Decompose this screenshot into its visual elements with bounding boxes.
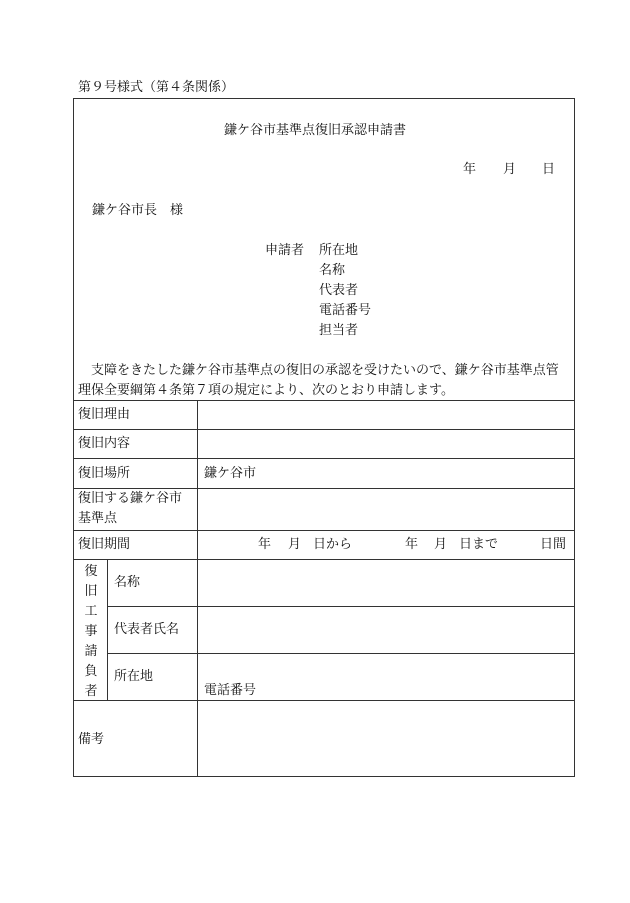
restoration-location-value: 鎌ケ谷市 xyxy=(204,466,257,481)
period-end-year: 年 xyxy=(405,537,419,552)
period-start-day-from: 日から xyxy=(313,537,353,552)
row-line xyxy=(73,458,575,459)
document-title: 鎌ケ谷市基準点復旧承認申請書 xyxy=(223,123,406,138)
date-day-label: 日 xyxy=(542,162,556,177)
contractor-vertical-char: 事 xyxy=(84,624,98,639)
row-line xyxy=(73,429,575,430)
period-start-year: 年 xyxy=(258,537,272,552)
form-number: 第９号様式（第４条関係） xyxy=(78,80,235,95)
applicant-address-label: 所在地 xyxy=(319,243,359,258)
applicant-contact-person-label: 担当者 xyxy=(319,323,359,338)
period-start-month: 月 xyxy=(288,537,302,552)
row-line xyxy=(107,606,575,607)
statement-line-1: 支障をきたした鎌ケ谷市基準点の復旧の承認を受けたいので、鎌ケ谷市基準点管 xyxy=(91,363,559,378)
contractor-vertical-char: 工 xyxy=(84,604,98,619)
restoration-target-label-line-1: 復旧する鎌ケ谷市 xyxy=(78,491,183,506)
row-line xyxy=(73,530,575,531)
restoration-reason-label: 復旧理由 xyxy=(78,407,131,422)
application-statement xyxy=(78,361,574,401)
contractor-vertical-char: 復 xyxy=(84,564,98,579)
contractor-address-label: 所在地 xyxy=(114,669,154,684)
applicant-name-label: 名称 xyxy=(319,263,346,278)
contractor-name-label: 名称 xyxy=(114,575,141,590)
restoration-period-label: 復旧期間 xyxy=(78,537,131,552)
date-month-label: 月 xyxy=(503,162,517,177)
contractor-representative-label: 代表者氏名 xyxy=(114,622,180,637)
row-line xyxy=(73,488,575,489)
restoration-target-label-line-2: 基準点 xyxy=(78,511,118,526)
restoration-location-label: 復旧場所 xyxy=(78,466,131,481)
remarks-label: 備考 xyxy=(78,732,105,747)
period-end-day-until: 日まで xyxy=(459,537,499,552)
applicant-representative-label: 代表者 xyxy=(319,283,359,298)
addressee: 鎌ケ谷市長 様 xyxy=(92,203,184,218)
date-year-label: 年 xyxy=(463,162,477,177)
row-line xyxy=(73,700,575,701)
period-end-month: 月 xyxy=(434,537,448,552)
row-line xyxy=(107,653,575,654)
applicant-phone-label: 電話番号 xyxy=(319,303,372,318)
contractor-vertical-char: 請 xyxy=(84,644,98,659)
contractor-phone-label: 電話番号 xyxy=(204,683,257,698)
contractor-vertical-char: 旧 xyxy=(84,584,98,599)
restoration-content-label: 復旧内容 xyxy=(78,436,131,451)
applicant-label: 申請者 xyxy=(265,243,305,258)
period-days: 日間 xyxy=(540,537,567,552)
contractor-vertical-char: 負 xyxy=(84,664,98,679)
contractor-vertical-char: 者 xyxy=(84,684,98,699)
table-top-line xyxy=(73,400,575,401)
column-line xyxy=(197,400,198,777)
row-line xyxy=(73,559,575,560)
column-line xyxy=(107,559,108,700)
statement-line-2: 理保全要綱第４条第７項の規定により、次のとおり申請します。 xyxy=(78,383,454,398)
